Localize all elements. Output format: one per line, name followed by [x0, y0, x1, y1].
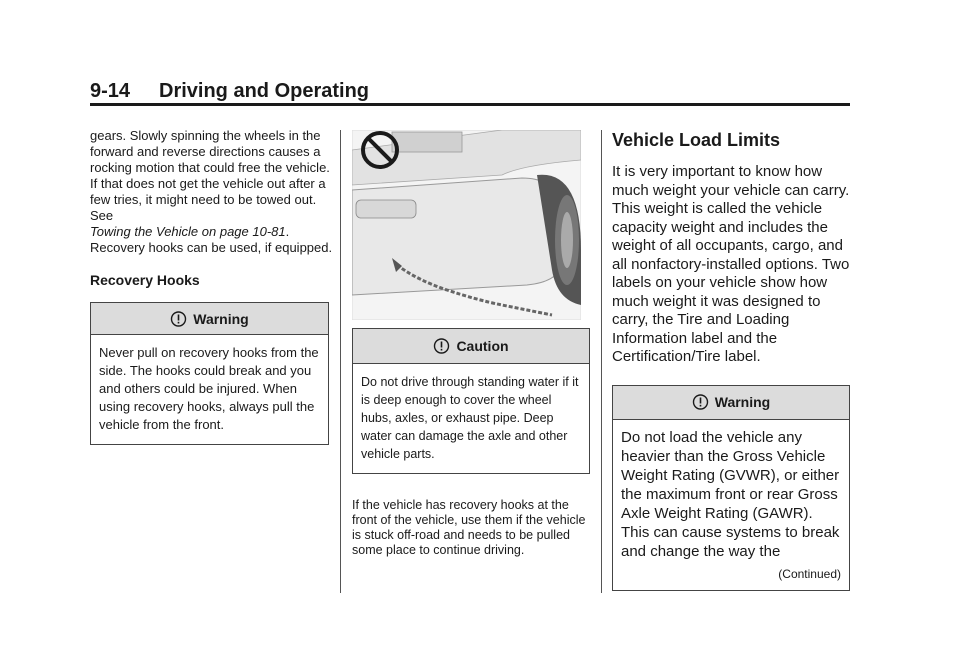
page-number: 9-14 [90, 80, 131, 102]
caution-title: Caution [456, 338, 509, 354]
intro-paragraph: gears. Slowly spinning the wheels in the forward and reverse directions causes a rocking motion that could free the vehicle. If that does not get the vehicle out after a few tries, it might need to be towed out. See Towing the Vehicle on page 10-81. Recovery hooks can be used, if equipped. [90, 128, 333, 255]
column-2 [352, 130, 590, 558]
column-1 [90, 128, 336, 445]
caution-box [352, 328, 590, 474]
recovery-hooks-paragraph: If the vehicle has recovery hooks at the front of the vehicle, use them if the vehicle is stuck off-road and needs to be pulled some place to continue driving. [352, 498, 586, 557]
warning-icon [170, 311, 187, 327]
recovery-hooks-heading: Recovery Hooks [90, 272, 200, 288]
caution-icon [433, 338, 450, 354]
load-warning-text: Do not load the vehicle any heavier than the Gross Vehicle Weight Rating (GVWR), or either the maximum front or rear Gross Axle Weight Rating (GAWR). This can cause systems to break and change the way the [621, 428, 840, 560]
column-divider-2 [601, 130, 602, 593]
caution-body: Do not drive through standing water if it is deep enough to cover the wheel hubs, axles, or exhaust pipe. Deep water can damage the axle and other vehicle parts. [361, 375, 579, 461]
load-warning-title: Warning [714, 394, 771, 410]
vehicle-load-limits-heading: Vehicle Load Limits [612, 130, 781, 150]
warning-box [90, 302, 329, 445]
section-title: Driving and Operating [159, 80, 370, 102]
load-warning-box [612, 385, 850, 591]
load-warning-icon [692, 394, 709, 410]
header-rule [90, 103, 850, 106]
load-limits-paragraph: It is very important to know how much weight your vehicle can carry. This weight is called the vehicle capacity weight and includes the weight of all occupants, cargo, and all nonfactory-installed options. Two labels on your vehicle show how much weight it was designed to carry, the Tire and Loading Information label and the Certification/Tire label. [612, 163, 850, 365]
warning-header [91, 303, 328, 335]
caution-header [353, 329, 589, 364]
continued-label: (Continued) [778, 566, 841, 581]
recovery-hook-photo [352, 130, 581, 320]
warning-title: Warning [193, 310, 249, 327]
warning-body: Never pull on recovery hooks from the side. The hooks could break and you and others could be injured. When using recovery hooks, always pull the vehicle from the front. [99, 345, 319, 432]
column-divider-1 [340, 130, 341, 593]
load-warning-body [613, 420, 849, 590]
load-warning-header [613, 386, 849, 420]
column-3 [612, 130, 852, 591]
towing-link[interactable]: Towing the Vehicle on page 10-81 [90, 224, 286, 239]
